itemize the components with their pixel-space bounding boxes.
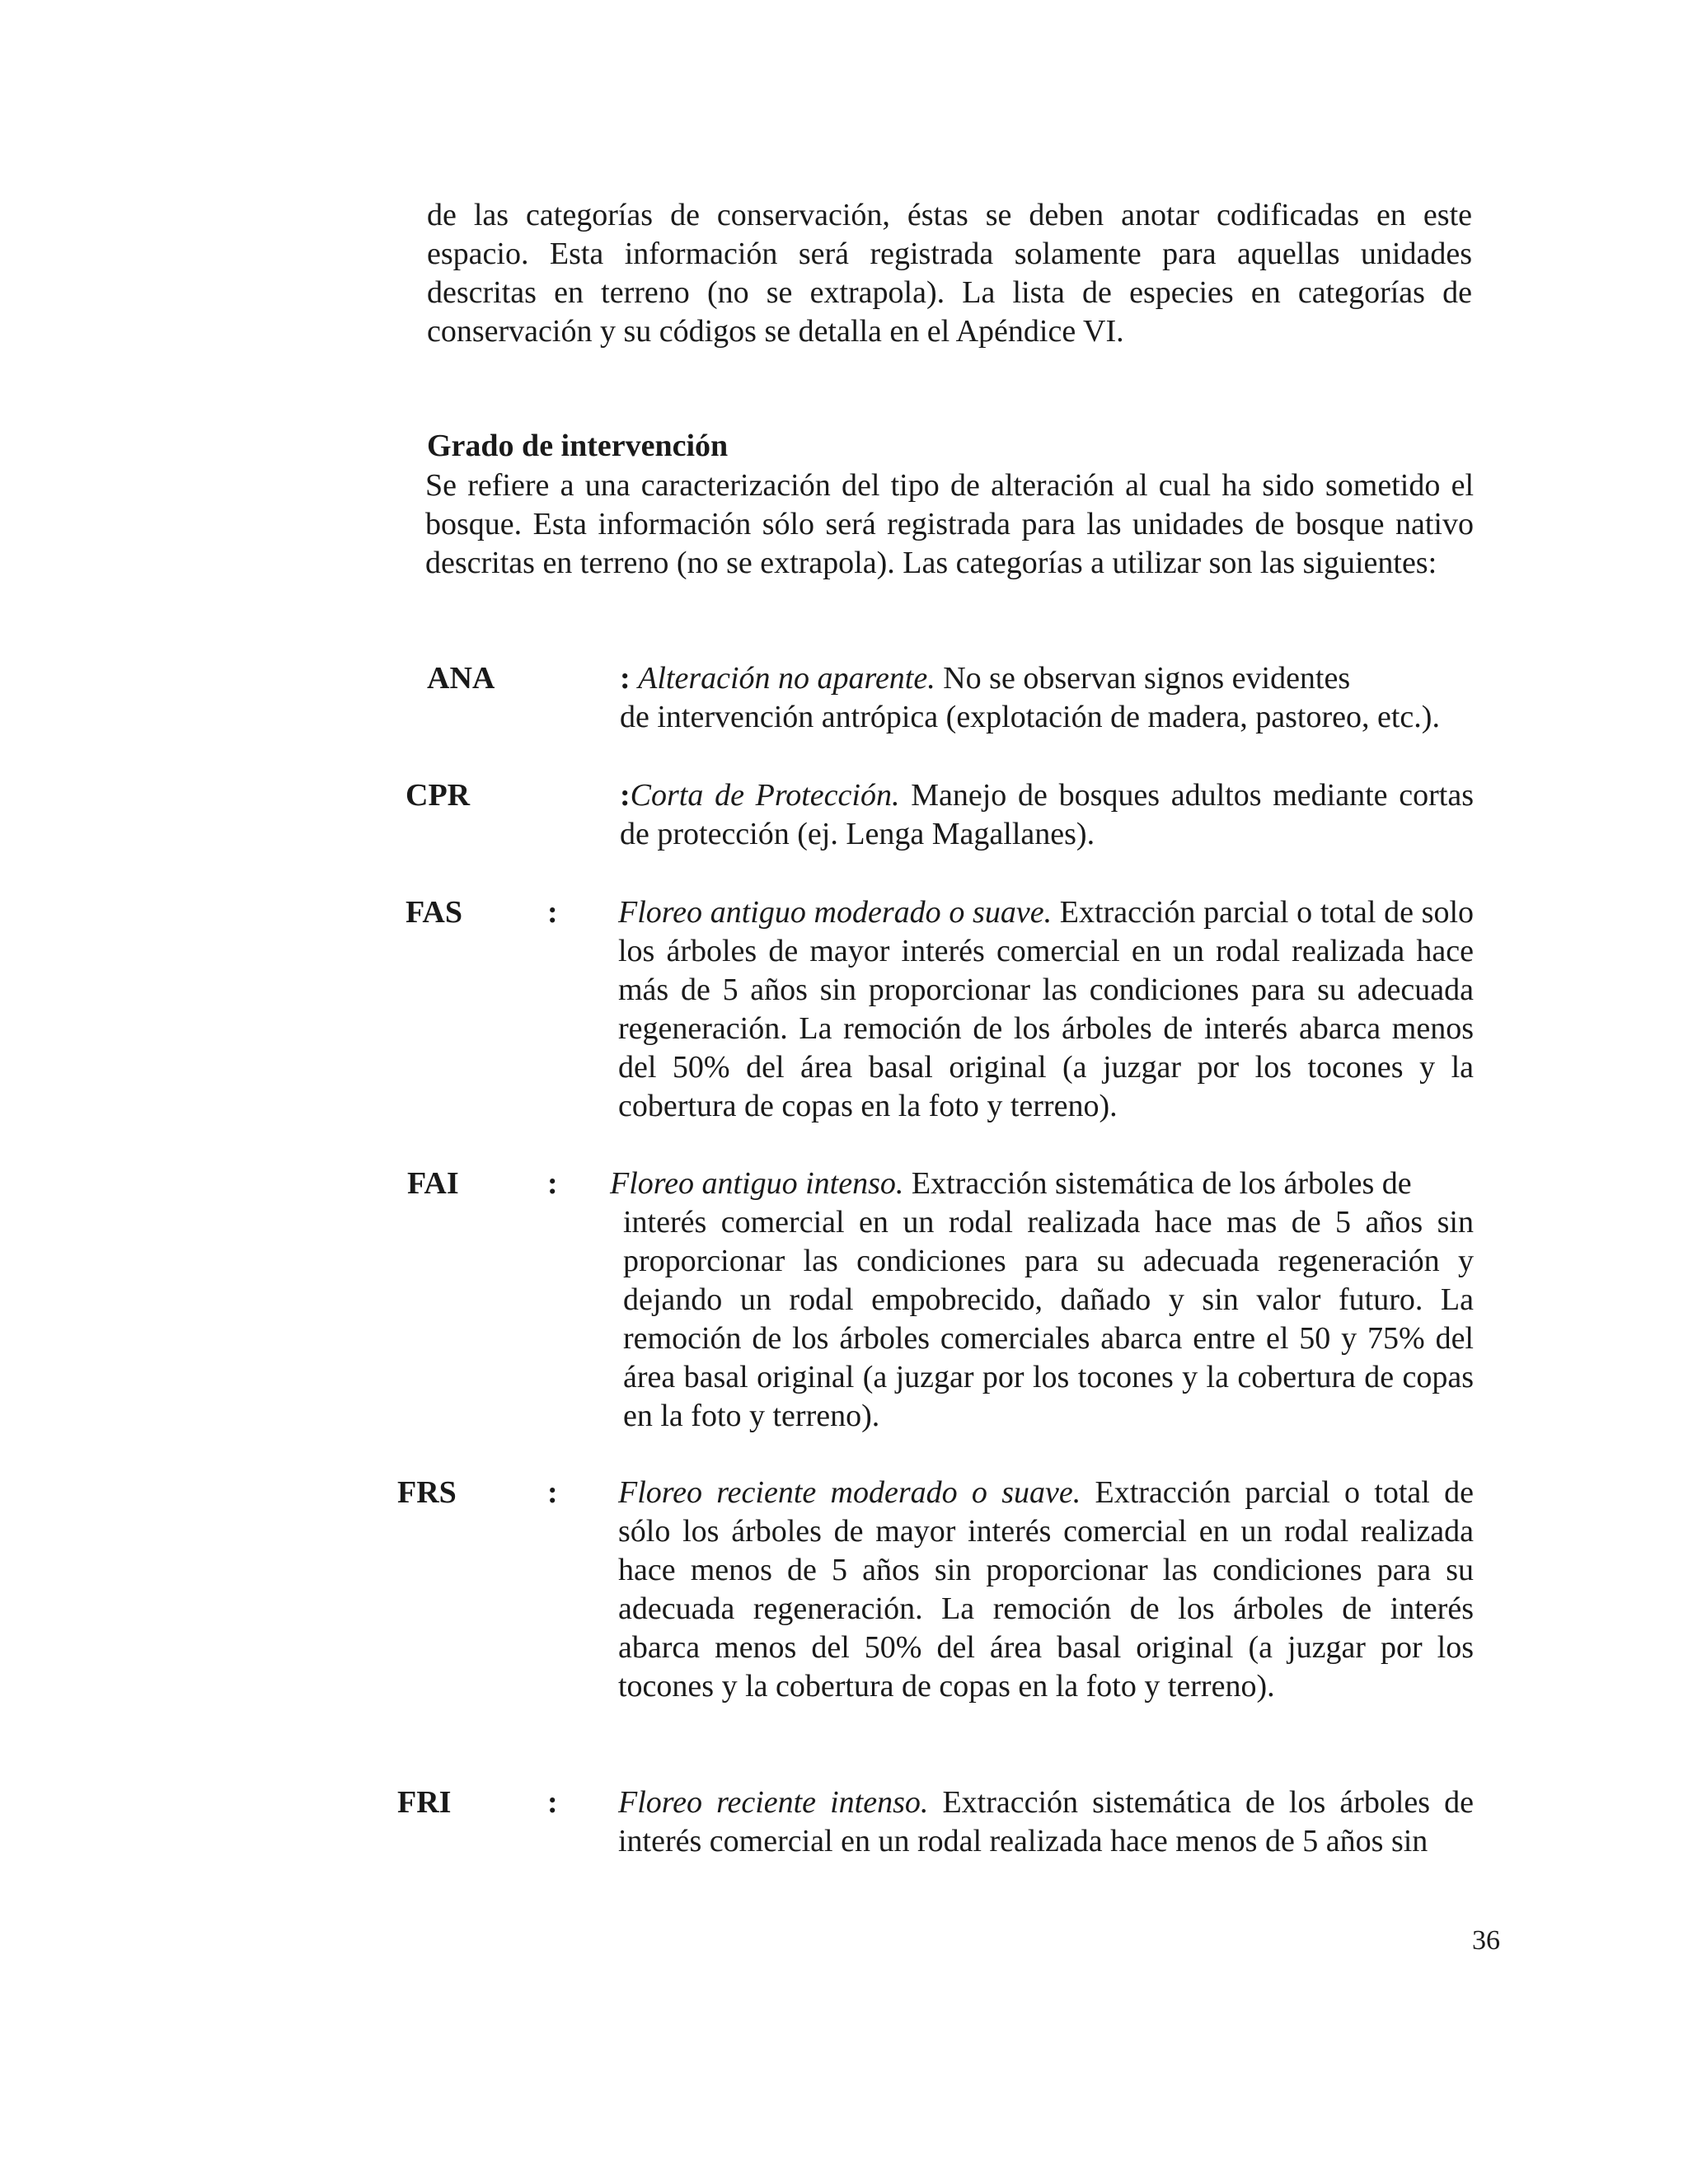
category-description-cpr [620,776,1474,854]
category-colon-fai: : [547,1166,558,1201]
category-term-fas: Floreo antiguo moderado o suave. [618,895,1053,930]
category-description-fas [618,893,1474,1126]
category-text-ana-rest: de intervención antrópica (explotación de madera, pastoreo, etc.). [620,700,1440,734]
category-term-fai: Floreo antiguo intenso. [610,1166,904,1201]
category-code-fas: FAS [406,895,462,930]
category-text-fai-line1: Extracción sistemática de los árboles de [903,1166,1412,1201]
category-colon-fas: : [547,895,558,930]
category-term-cpr: Corta de Protección. [630,778,900,813]
category-term-frs: Floreo reciente moderado o suave. [618,1475,1081,1510]
section-paragraph: Se refiere a una caracterización del tipo de alteración al cual ha sido sometido el bosque. Esta información sólo será registrada para las unidades de bosque nativo descritas en terreno (no se extrapola). Las categorías a utilizar son las siguientes: [425,468,1474,580]
category-text-ana-line1: No se observan signos evidentes [935,661,1351,696]
category-code-ana: ANA [427,661,495,696]
category-text-fri: Extracción sistemática de los árboles de interés comercial en un rodal realizada hace menos de 5 años sin [618,1785,1474,1858]
category-text-fas: Extracción parcial o total de solo los árboles de mayor interés comercial en un rodal realizada hace más de 5 años sin proporcionar las condiciones para su adecuada regeneración. La remoción de los árboles de interés abarca menos del 50% del área basal original (a juzgar por los tocones y la cobertura de copas en la foto y terreno). [618,895,1475,1123]
category-colon-cpr: : [620,778,631,813]
intro-paragraph: de las categorías de conservación, éstas se deben anotar codificadas en este espacio. Esta información será registrada solamente para aquellas unidades descritas en terreno (no se extrapola). La lista de especies en categorías de conservación y su códigos se detalla en el Apéndice VI. [427,198,1472,349]
category-description-frs [618,1474,1474,1706]
category-description-ana [620,659,1477,737]
category-term-ana: Alteración no aparente. [638,661,935,696]
category-code-fai: FAI [407,1166,459,1201]
category-code-cpr: CPR [406,778,471,813]
category-text-cpr: Manejo de bosques adultos mediante cortas de protección (ej. Lenga Magallanes). [620,778,1474,851]
category-code-frs: FRS [397,1475,457,1510]
category-colon-frs: : [547,1475,558,1510]
category-text-fai-rest: interés comercial en un rodal realizada hace mas de 5 años sin proporcionar las condiciones para su adecuada regeneración y dejando un rodal empobrecido, dañado y sin valor futuro. La remoción de los árboles comerciales abarca entre el 50 y 75% del área basal original (a juzgar por los tocones y la cobertura de copas en la foto y terreno). [623,1205,1474,1433]
category-colon-fri: : [547,1785,558,1820]
category-colon-ana: : [620,661,631,696]
category-term-fri: Floreo reciente intenso. [618,1785,929,1820]
page-number: 36 [1472,1925,1500,1956]
category-description-fri [618,1783,1474,1861]
category-text-frs: Extracción parcial o total de sólo los árboles de mayor interés comercial en un rodal realizada hace menos de 5 años sin proporcionar las condiciones para su adecuada regeneración. La remoción de los árboles de interés abarca menos del 50% del área basal original (a juzgar por los tocones y la cobertura de copas en la foto y terreno). [618,1475,1475,1704]
category-code-fri: FRI [397,1785,452,1820]
section-heading: Grado de intervención [427,429,729,463]
category-description-fai [610,1165,1474,1436]
